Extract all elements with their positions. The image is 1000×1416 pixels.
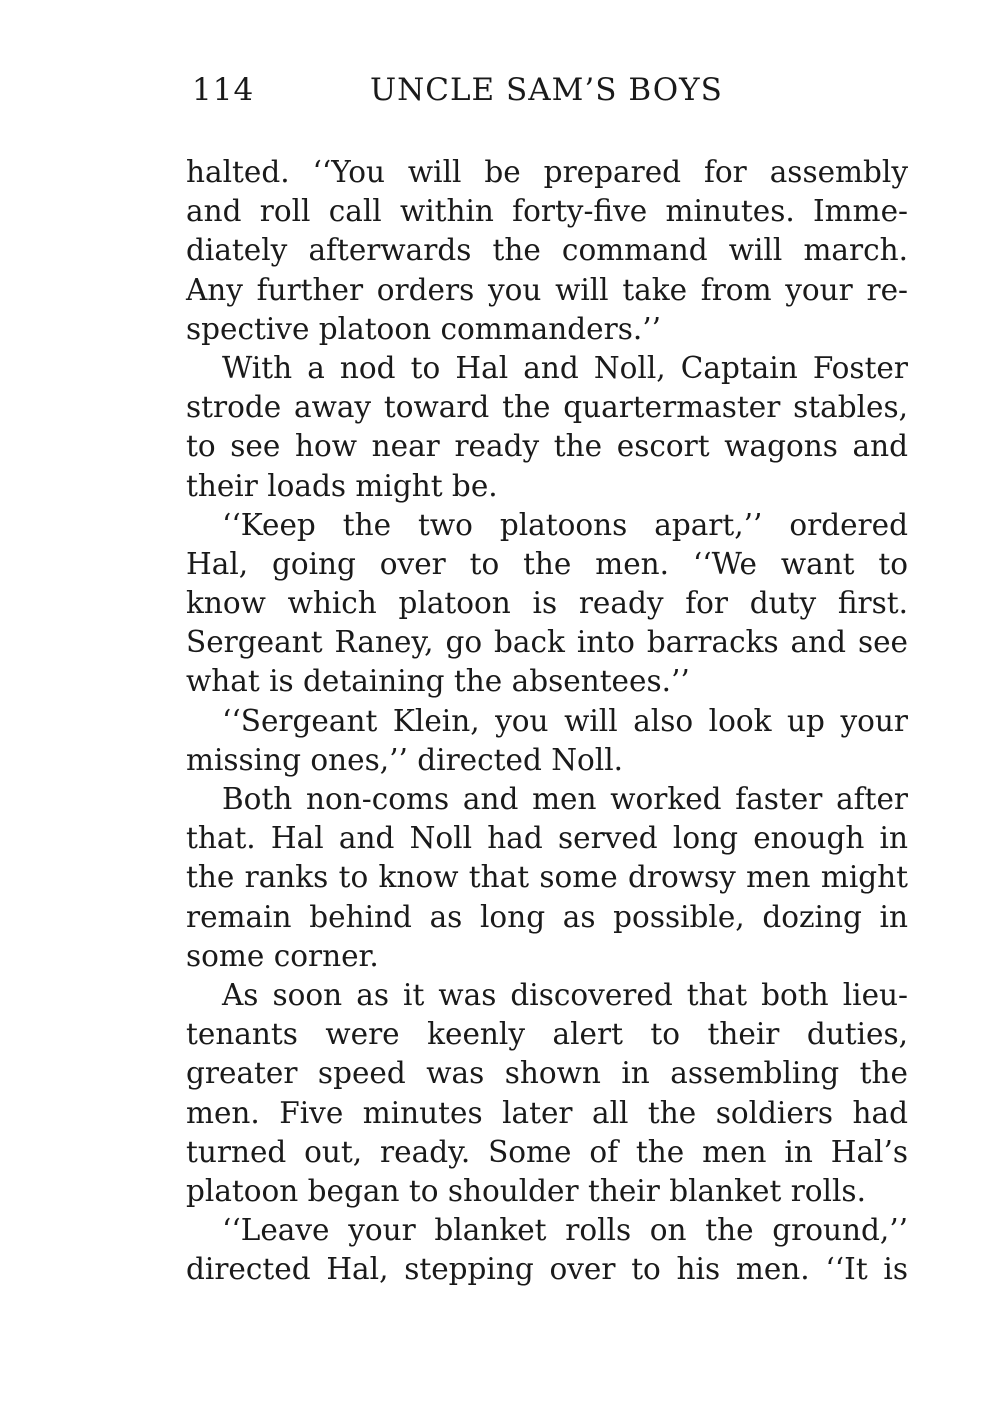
text-line: ‘‘Keep the two platoons apart,’’ ordered [222,507,908,542]
text-line: some corner. [186,938,379,973]
text-line: diately afterwards the command will march. [186,233,908,268]
text-line: to see how near ready the escort wagons and [186,429,908,464]
text-line: spective platoon commanders.’’ [186,311,661,346]
text-line: their loads might be. [186,468,498,503]
text-line: and roll call within forty-five minutes. Imme- [186,194,908,229]
text-line: tenants were keenly alert to their duties, [186,1017,908,1052]
text-line: men. Five minutes later all the soldiers had [186,1095,908,1130]
text-line: platoon began to shoulder their blanket rolls. [186,1173,866,1208]
text-line: turned out, ready. Some of the men in Hal’s [186,1134,908,1169]
text-line: directed Hal, stepping over to his men. ‘‘It is [186,1252,908,1287]
page-number: 114 [192,72,255,108]
body-text [186,153,908,1289]
text-line: strode away toward the quartermaster stables, [186,390,908,425]
text-line: missing ones,’’ directed Noll. [186,742,624,777]
book-title: UNCLE SAM’S BOYS [370,72,723,108]
text-line: that. Hal and Noll had served long enough in [186,821,908,856]
running-head [192,70,912,110]
text-line: the ranks to know that some drowsy men might [186,860,908,895]
text-line: Both non-coms and men worked faster after [222,782,908,816]
text-line: halted. ‘‘You will be prepared for assembly [186,155,908,189]
text-line: Sergeant Raney, go back into barracks and see [186,625,908,660]
text-line: remain behind as long as possible, dozing in [186,899,908,934]
text-line: ‘‘Leave your blanket rolls on the ground,’’ [222,1213,908,1248]
text-line: what is detaining the absentees.’’ [186,664,690,699]
text-line: With a nod to Hal and Noll, Captain Foster [222,350,908,385]
text-line: know which platoon is ready for duty first. [186,586,908,621]
text-line: As soon as it was discovered that both lieu- [222,977,908,1012]
text-line: ‘‘Sergeant Klein, you will also look up your [222,703,908,738]
text-line: greater speed was shown in assembling the [186,1056,908,1091]
text-line: Any further orders you will take from your re- [186,272,908,307]
text-line: Hal, going over to the men. ‘‘We want to [186,546,908,581]
